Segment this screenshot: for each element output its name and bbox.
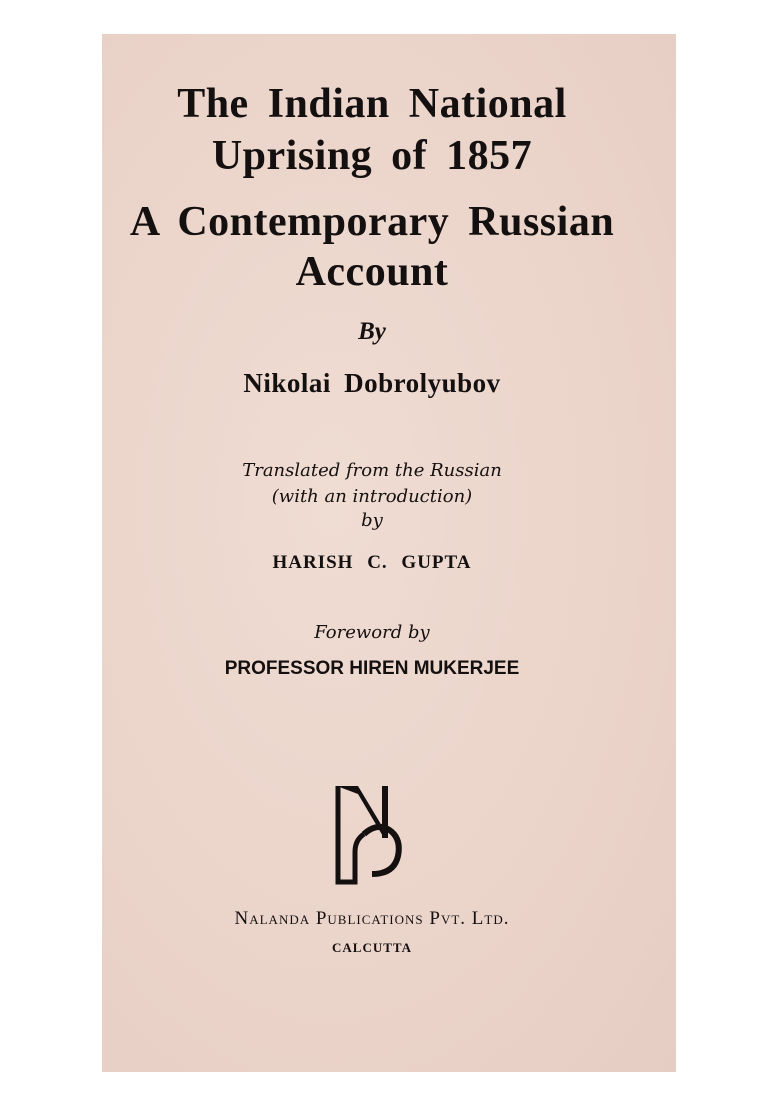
translated-line: Translated from the Russian	[242, 460, 502, 481]
author-name: Nikolai Dobrolyubov	[243, 368, 501, 398]
publisher-city: CALCUTTA	[332, 940, 412, 955]
foreword-label: Foreword by	[314, 622, 430, 643]
publisher-name: Nalanda Publications Pvt. Ltd.	[234, 908, 510, 929]
translator-by: by	[361, 510, 383, 531]
translator-name: HARISH C. GUPTA	[272, 552, 472, 573]
title-page	[102, 34, 676, 1072]
title-line-2: Uprising of 1857	[211, 133, 533, 179]
subtitle-line-1: A Contemporary Russian	[129, 199, 615, 245]
foreword-author: PROFESSOR HIREN MUKERJEE	[224, 658, 520, 679]
subtitle-line-2: Account	[295, 249, 449, 295]
introduction-line: (with an introduction)	[271, 486, 473, 507]
title-line-1: The Indian National	[177, 81, 567, 127]
by-label: By	[358, 318, 386, 345]
publisher-logo-icon	[330, 778, 410, 888]
